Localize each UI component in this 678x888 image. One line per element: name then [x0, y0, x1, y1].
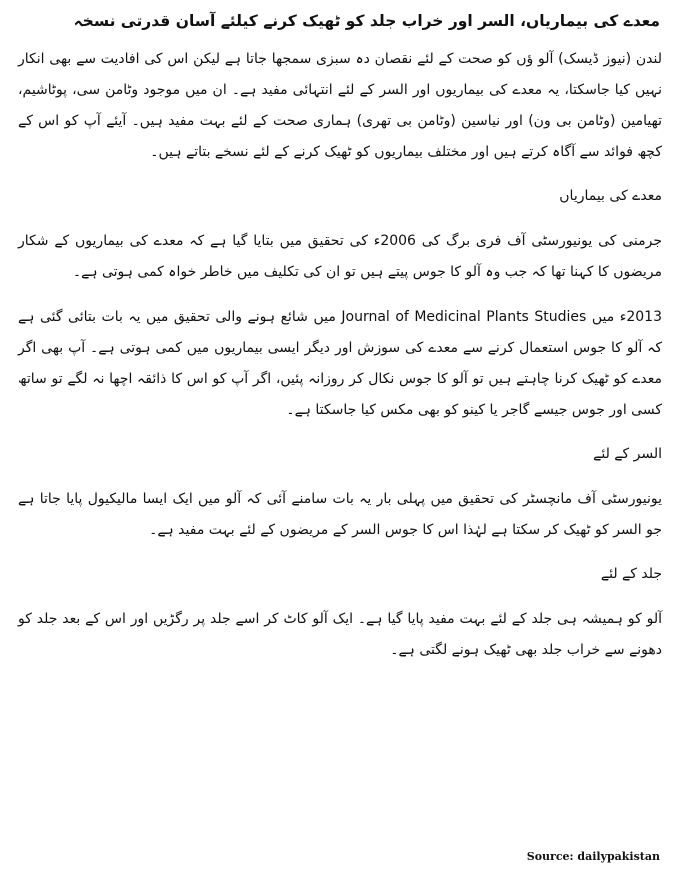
article — [18, 6, 662, 680]
stomach-paragraph-2: 2013ء میں Journal of Medicinal Plants Studies میں شائع ہونے والی تحقیق میں یہ بات بتائی گئی ہے کہ آلو کا جوس استعمال کرنے سے معدے کی سوزش اور دیگر ایسی بیماریوں میں کمی ہوتی ہے۔ آپ بھی اگر معدے کو ٹھیک کرنا چاہتے ہیں تو آلو کا جوس نکال کر روزانہ پئیں، اگر آپ کو اس کا ذائقہ اچھا نہ لگے تو ساتھ کسی اور جوس جیسے گاجر یا کینو کو بھی مکس کیا جاسکتا ہے۔ — [18, 309, 662, 418]
stomach-paragraph-1: جرمنی کی یونیورسٹی آف فری برگ کی 2006ء کی تحقیق میں بتایا گیا ہے کہ معدے کی بیماریوں کے شکار مریضوں کا کہنا تھا کہ جب وہ آلو کا جوس پیتے ہیں تو ان کی تکلیف میں خاطر خواہ کمی ہوتی ہے۔ — [18, 233, 662, 280]
source-credit: Source: dailypakistan — [526, 850, 660, 863]
skin-paragraph: آلو کو ہمیشہ ہی جلد کے لئے بہت مفید پایا گیا ہے۔ ایک آلو کاٹ کر اسے جلد پر رگڑیں اور اس کے بعد جلد کو دھونے سے خراب جلد بھی ٹھیک ہونے لگتی ہے۔ — [18, 611, 662, 658]
section-heading-stomach: معدے کی بیماریاں — [559, 188, 662, 204]
section-heading-skin: جلد کے لئے — [600, 566, 662, 582]
intro-paragraph: لندن (نیوز ڈیسک) آلو ؤں کو صحت کے لئے نقصان دہ سبزی سمجھا جاتا ہے لیکن اس کی افادیت سے بھی انکار نہیں کیا جاسکتا، یہ معدے کی بیماریوں اور السر کے لئے انتہائی مفید ہے۔ ان میں موجود وٹامن سی، پوٹاشیم، تھیامین (وٹامن بی ون) اور نیاسین (وٹامن بی تھری) ہماری صحت کے لئے بہت مفید ہیں۔ آیئے آپ کو اس کے کچھ فوائد سے آگاہ کرتے ہیں اور مختلف بیماریوں کو ٹھیک کرنے کے لئے نسخے بتاتے ہیں۔ — [18, 51, 662, 160]
ulcer-paragraph: یونیورسٹی آف مانچسٹر کی تحقیق میں پہلی بار یہ بات سامنے آئی کہ آلو میں ایک ایسا مالیکیول پایا جاتا ہے جو السر کو ٹھیک کر سکتا ہے لہٰذا اس کا جوس السر کے مریضوں کے لئے بہت مفید ہے۔ — [18, 491, 662, 538]
section-heading-ulcer: السر کے لئے — [593, 446, 662, 462]
article-title: معدے کی بیماریاں، السر اور خراب جلد کو ٹھیک کرنے کیلئے آسان قدرتی نسخہ — [73, 12, 660, 30]
